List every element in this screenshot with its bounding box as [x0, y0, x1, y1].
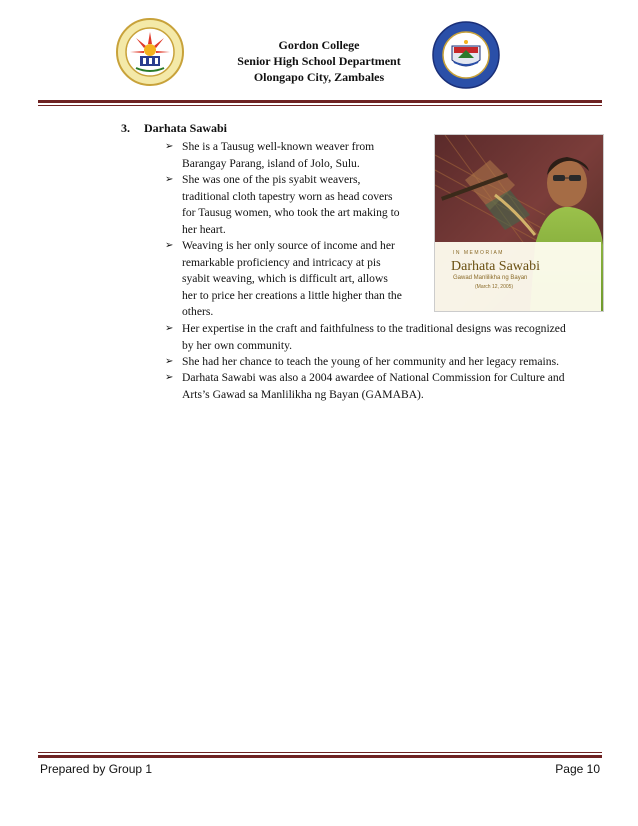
department-name: Senior High School Department: [237, 54, 401, 68]
bullet-line: She had her chance to teach the young of her community and her legacy remains.: [182, 355, 559, 368]
bullet-item: [165, 370, 601, 403]
arrow-bullet-icon: ➢: [165, 174, 174, 185]
arrow-bullet-icon: ➢: [165, 356, 174, 367]
footer-prepared-by: Prepared by Group 1: [40, 762, 153, 776]
bullet-line: Arts’s Gawad sa Manlilikha ng Bayan (GAMABA).: [182, 387, 424, 401]
bullet-line: traditional cloth tapestry worn as head covers: [182, 189, 393, 203]
caption-date: (March 12, 2005): [475, 284, 514, 290]
bullet-item: [165, 238, 425, 321]
bullet-line: She is a Tausug well-known weaver from: [182, 140, 375, 153]
bullet-item: [165, 354, 601, 371]
arrow-bullet-icon: ➢: [165, 240, 174, 251]
bullet-item: [165, 321, 601, 354]
footer-page-number: Page 10: [555, 762, 600, 776]
page-header: [0, 0, 638, 110]
section-title: Darhata Sawabi: [144, 121, 228, 135]
section-number: 3.: [121, 121, 130, 135]
bullet-line: Weaving is her only source of income and her: [182, 239, 395, 252]
bullet-item: [165, 172, 425, 238]
bullet-line: her to price her creations a little higher than the: [182, 288, 402, 302]
bullet-line: Barangay Parang, island of Jolo, Sulu.: [182, 156, 360, 170]
arrow-bullet-icon: ➢: [165, 141, 174, 152]
memoriam-photo: [434, 134, 604, 312]
caption-name: Darhata Sawabi: [451, 259, 541, 274]
bullet-line: her heart.: [182, 222, 226, 236]
photo-caption: [435, 242, 601, 311]
caption-top: IN MEMORIAM: [453, 250, 504, 256]
bullet-line: for Tausug women, who took the art making to: [182, 206, 400, 220]
institution-name: Gordon College: [278, 38, 360, 52]
bullet-line: remarkable proficiency and intricacy at pis: [182, 255, 381, 269]
footer-rule: [38, 755, 602, 758]
header-text: [200, 37, 438, 85]
footer-rule-thin: [38, 752, 602, 753]
bullet-item: [165, 139, 420, 172]
caption-subtitle: Gawad Manlilikha ng Bayan: [453, 275, 528, 281]
bullet-line: others.: [182, 305, 214, 319]
header-rule: [38, 100, 602, 103]
bullet-line: syabit weaving, which is difficult art, allows: [182, 272, 388, 286]
arrow-bullet-icon: ➢: [165, 372, 174, 383]
header-rule-thin: [38, 105, 602, 106]
bullet-line: by her own community.: [182, 338, 293, 352]
olongapo-city-seal: [432, 20, 500, 90]
gordon-college-seal: [116, 18, 184, 86]
arrow-bullet-icon: ➢: [165, 323, 174, 334]
bullet-line: She was one of the pis syabit weavers,: [182, 173, 361, 186]
location: Olongapo City, Zambales: [253, 70, 385, 84]
bullet-line: Her expertise in the craft and faithfulness to the traditional designs was recognized: [182, 322, 566, 335]
bullet-line: Darhata Sawabi was also a 2004 awardee of National Commission for Culture and: [182, 371, 565, 384]
